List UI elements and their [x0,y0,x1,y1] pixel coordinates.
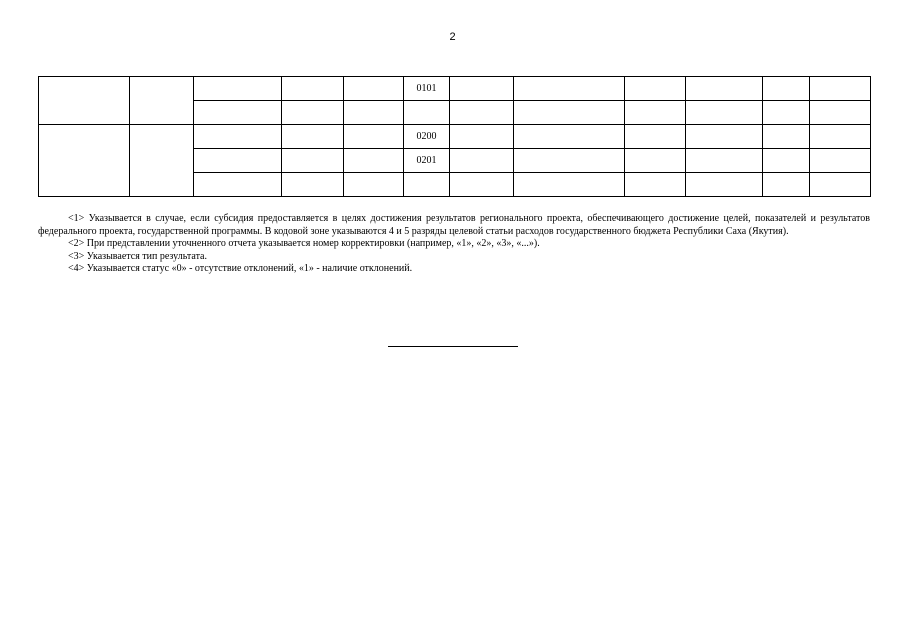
table-cell [625,101,686,125]
table-cell [514,125,625,149]
table-cell [344,125,404,149]
table-cell [450,101,514,125]
table-cell [194,173,282,197]
code-cell: 0101 [404,77,450,101]
table-cell [763,125,810,149]
table-cell [763,149,810,173]
code-cell [404,101,450,125]
table-cell [194,77,282,101]
table-cell [514,173,625,197]
table-cell [625,149,686,173]
table-cell [686,173,763,197]
table-cell [194,125,282,149]
report-table [38,76,871,197]
footnote-4: <4> Указывается статус «0» - отсутствие отклонений, «1» - наличие отклонений. [68,263,413,275]
table-cell [39,125,130,197]
table-cell [282,125,344,149]
table-cell [810,101,871,125]
table-cell [282,173,344,197]
table-cell [625,77,686,101]
table-cell [763,77,810,101]
table-cell [450,173,514,197]
table-cell [514,149,625,173]
table-cell [810,77,871,101]
table-row [39,125,871,149]
table-cell [625,173,686,197]
table-cell [686,125,763,149]
table-cell [450,77,514,101]
table-cell [130,77,194,125]
table-cell [194,101,282,125]
footnote-1: <1> Указывается в случае, если субсидия предоставляется в целях достижения результатов регионального проекта, обеспечивающего достижение целей, показателей и результатов федерального проекта, государственной программы. В кодовой зоне указываются 4 и 5 разряды целевой статьи расходов государственного бюджета Республики Саха (Якутия). [38,213,870,237]
code-cell [404,173,450,197]
table-cell [282,101,344,125]
table-cell [686,149,763,173]
table-cell [810,173,871,197]
table-cell [450,125,514,149]
page-number: 2 [449,31,456,43]
table-cell [686,77,763,101]
table-cell [344,101,404,125]
table-cell [39,77,130,125]
footnote-2: <2> При представлении уточненного отчета указывается номер корректировки (например, «1», «2», «3», «...»). [68,238,540,250]
table-row [39,77,871,101]
table-cell [344,173,404,197]
table-cell [130,125,194,197]
footnote-3: <3> Указывается тип результата. [68,250,207,262]
footnotes [38,213,870,276]
table-cell [763,101,810,125]
table-cell [282,149,344,173]
table-cell [763,173,810,197]
table-cell [514,77,625,101]
table-cell [194,149,282,173]
table-cell [344,149,404,173]
separator-line [388,346,518,347]
table-cell [810,149,871,173]
code-cell: 0201 [404,149,450,173]
table-cell [810,125,871,149]
table-cell [344,77,404,101]
table-cell [686,101,763,125]
table-cell [625,125,686,149]
table-cell [514,101,625,125]
table-cell [282,77,344,101]
table-cell [450,149,514,173]
code-cell: 0200 [404,125,450,149]
